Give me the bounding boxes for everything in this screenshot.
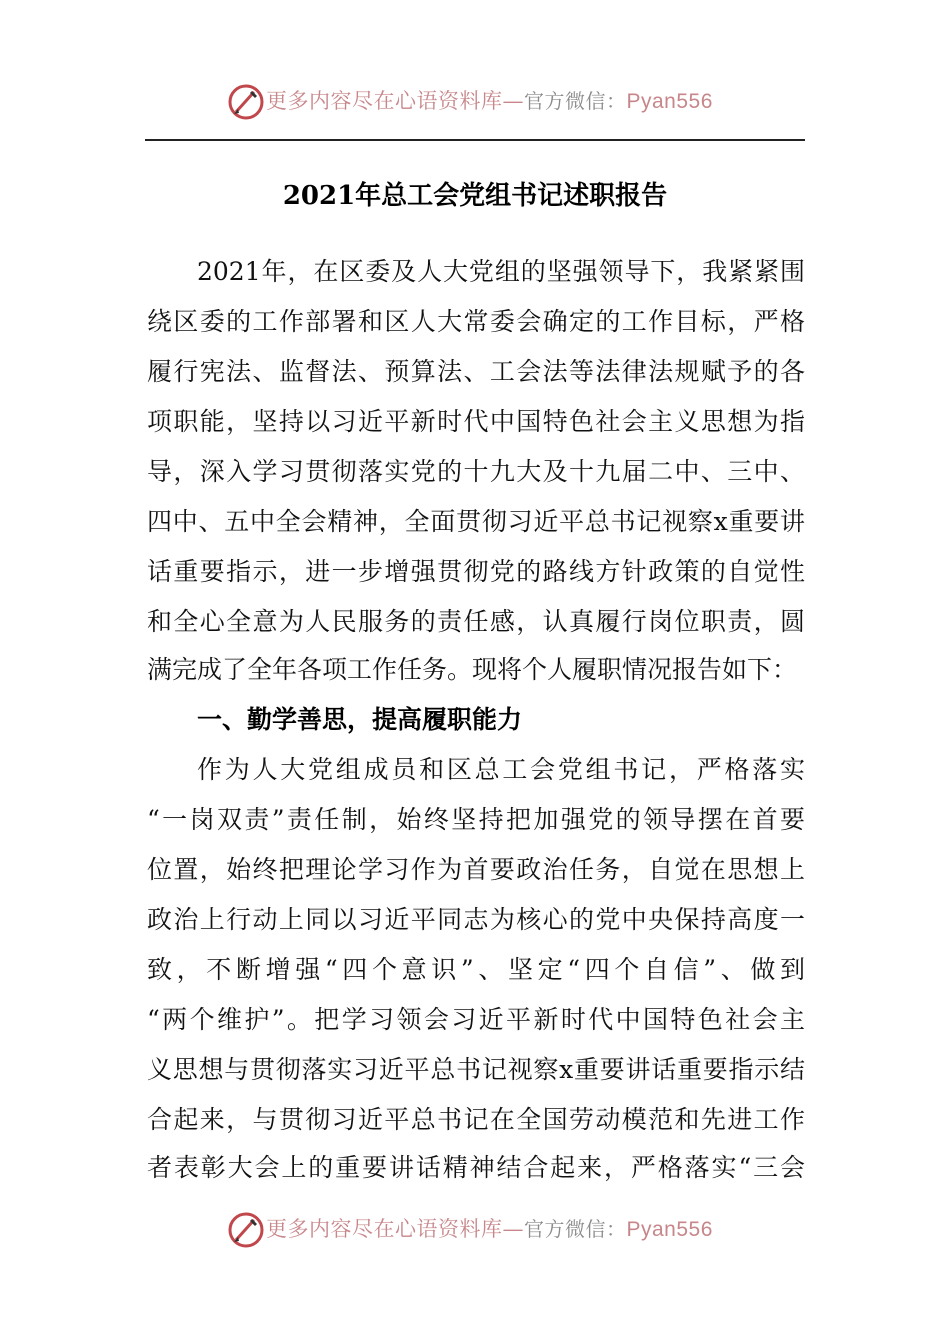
wechat-id: Pyan556 [626,90,713,113]
paragraph-line: “两个维护”。把学习领会习近平新时代中国特色社会主 [147,1005,805,1034]
paragraph-line: 致，不断增强“四个意识”、坚定“四个自信”、做到 [147,955,805,984]
paragraph-line: 满完成了全年各项工作任务。现将个人履职情况报告如下： [147,655,798,684]
paragraph-line: “一岗双责”责任制，始终坚持把加强党的领导摆在首要 [147,805,805,834]
paragraph-line: 合起来，与贯彻习近平总书记在全国劳动模范和先进工作 [147,1105,805,1134]
pen-logo-icon [226,1210,266,1250]
paragraph-line: 义思想与贯彻落实习近平总书记视察x重要讲话重要指示结 [147,1055,805,1084]
paragraph-line: 作为人大党组成员和区总工会党组书记，严格落实 [197,755,805,784]
pen-logo-icon [226,82,266,122]
header-divider [145,139,805,141]
paragraph-line: 履行宪法、监督法、预算法、工会法等法律法规赋予的各 [147,357,805,386]
wechat-id: Pyan556 [626,1218,713,1241]
paragraph-line: 四中、五中全会精神，全面贯彻习近平总书记视察x重要讲 [147,507,805,536]
document-title: 2021年总工会党组书记述职报告 [282,181,668,211]
paragraph-line: 2021年，在区委及人大党组的坚强领导下，我紧紧围 [197,257,805,286]
paragraph-line: 和全心全意为人民服务的责任感，认真履行岗位职责，圆 [147,607,805,636]
paragraph-line: 项职能，坚持以习近平新时代中国特色社会主义思想为指 [147,407,805,436]
footer-watermark [0,1208,950,1252]
paragraph-line: 位置，始终把理论学习作为首要政治任务，自觉在思想上 [147,855,805,884]
paragraph-line: 者表彰大会上的重要讲话精神结合起来，严格落实“三会 [147,1153,805,1182]
paragraph-line: 政治上行动上同以习近平同志为核心的党中央保持高度一 [147,905,805,934]
paragraph-line: 绕区委的工作部署和区人大常委会确定的工作目标，严格 [147,307,805,336]
header-watermark [0,80,950,124]
watermark-text: 更多内容尽在心语资料库—官方微信：Pyan556 [266,1217,713,1241]
wechat-label: 官方微信： [524,1217,627,1241]
section-heading: 一、勤学善思，提高履职能力 [197,705,523,734]
paragraph-line: 导，深入学习贯彻落实党的十九大及十九届二中、三中、 [147,457,805,486]
wechat-label: 官方微信： [524,89,627,113]
watermark-text: 更多内容尽在心语资料库—官方微信：Pyan556 [266,89,713,113]
paragraph-line: 话重要指示，进一步增强贯彻党的路线方针政策的自觉性 [147,557,805,586]
